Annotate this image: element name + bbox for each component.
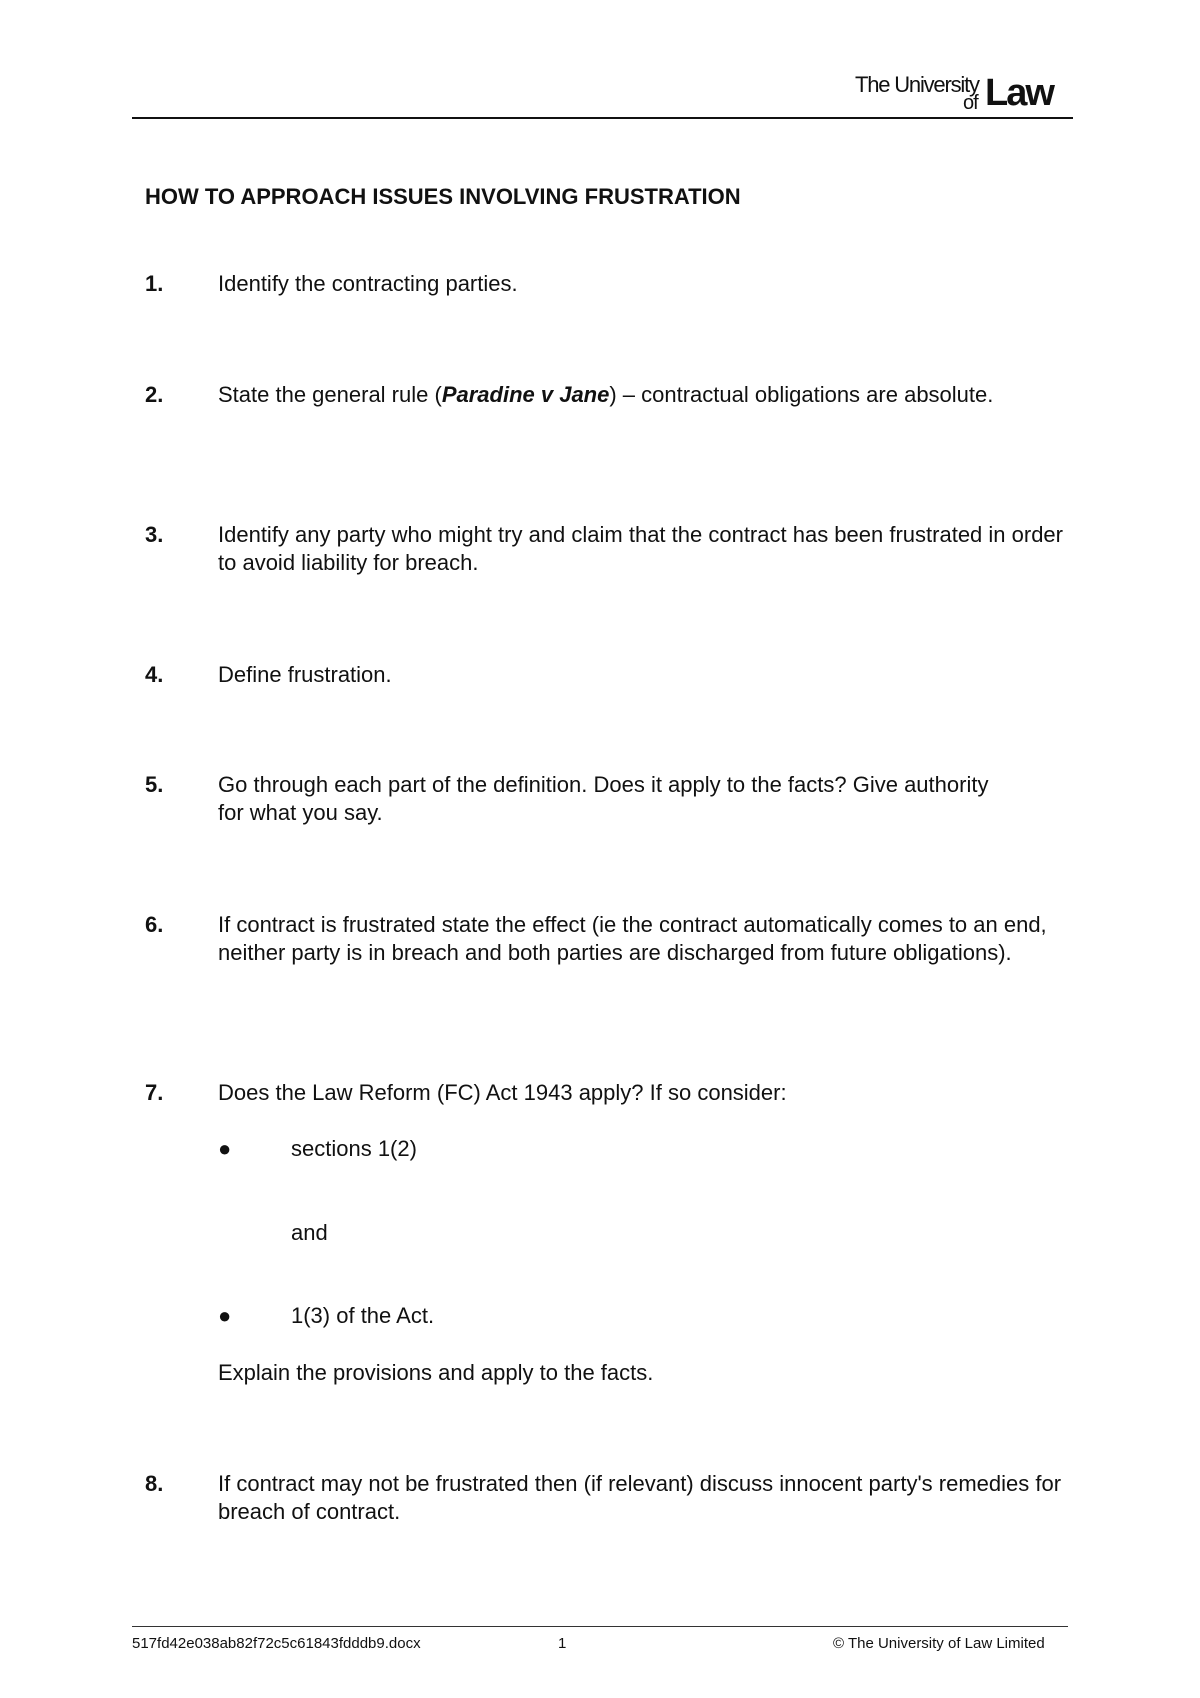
- bullet-item: [218, 1302, 434, 1330]
- bullet-item: [218, 1135, 417, 1163]
- case-name: Paradine v Jane: [441, 382, 610, 407]
- step-text-before: State the general rule (: [218, 382, 442, 407]
- header-rule: [132, 117, 1073, 119]
- logo-text-the-university: The University: [855, 72, 979, 97]
- step-text-after: ) – contractual obligations are absolute.: [609, 382, 994, 407]
- step-text: [218, 381, 1075, 409]
- bullet-text: 1(3) of the Act.: [291, 1303, 435, 1328]
- step-text: Identify the contracting parties.: [218, 271, 518, 296]
- step-1: [145, 270, 1075, 298]
- step-text: If contract is frustrated state the effect (ie the contract automatically comes to an end, neither party is in breach and both parties are discharged from future obligations).: [218, 912, 1047, 965]
- step-number: 4.: [145, 662, 164, 687]
- step-3: [145, 521, 1075, 577]
- step-2: [145, 381, 1075, 409]
- bullet-text: sections 1(2): [291, 1136, 417, 1161]
- step-4: [145, 661, 1075, 689]
- step-text: Define frustration.: [218, 662, 392, 687]
- footer-filename: 517fd42e038ab82f72c5c61843fdddb9.docx: [132, 1635, 421, 1652]
- footer-copyright: © The University of Law Limited: [833, 1635, 1045, 1652]
- step-number: 5.: [145, 772, 164, 797]
- step-number: 3.: [145, 522, 164, 547]
- step-8: [145, 1470, 1075, 1526]
- step-number: 8.: [145, 1471, 164, 1496]
- bullet-icon: ●: [218, 1136, 232, 1161]
- step-text: Identify any party who might try and claim that the contract has been frustrated in order to avoid liability for breach.: [218, 522, 1063, 575]
- step-number: 7.: [145, 1080, 164, 1105]
- step-number: 2.: [145, 382, 164, 407]
- step-6: [145, 911, 1075, 967]
- footer-rule: [132, 1626, 1068, 1627]
- step-text: If contract may not be frustrated then (if relevant) discuss innocent party's remedies for breach of contract.: [218, 1471, 1062, 1524]
- step-text: Go through each part of the definition. Does it apply to the facts? Give authority for what you say.: [218, 772, 989, 825]
- university-of-law-logo: [855, 68, 1060, 114]
- step-5: [145, 771, 1075, 827]
- step-number: 1.: [145, 271, 164, 296]
- step-number: 6.: [145, 912, 164, 937]
- logo-text-law: Law: [985, 72, 1053, 114]
- footer-page-number: 1: [558, 1635, 567, 1652]
- step-7-and: and: [291, 1220, 328, 1245]
- logo-text-of: of: [963, 92, 978, 114]
- step-7: [145, 1079, 1075, 1107]
- bullet-icon: ●: [218, 1303, 232, 1328]
- document-title: HOW TO APPROACH ISSUES INVOLVING FRUSTRATION: [145, 184, 741, 209]
- step-7-explain: Explain the provisions and apply to the facts.: [218, 1360, 654, 1385]
- step-text: Does the Law Reform (FC) Act 1943 apply? If so consider:: [218, 1080, 787, 1105]
